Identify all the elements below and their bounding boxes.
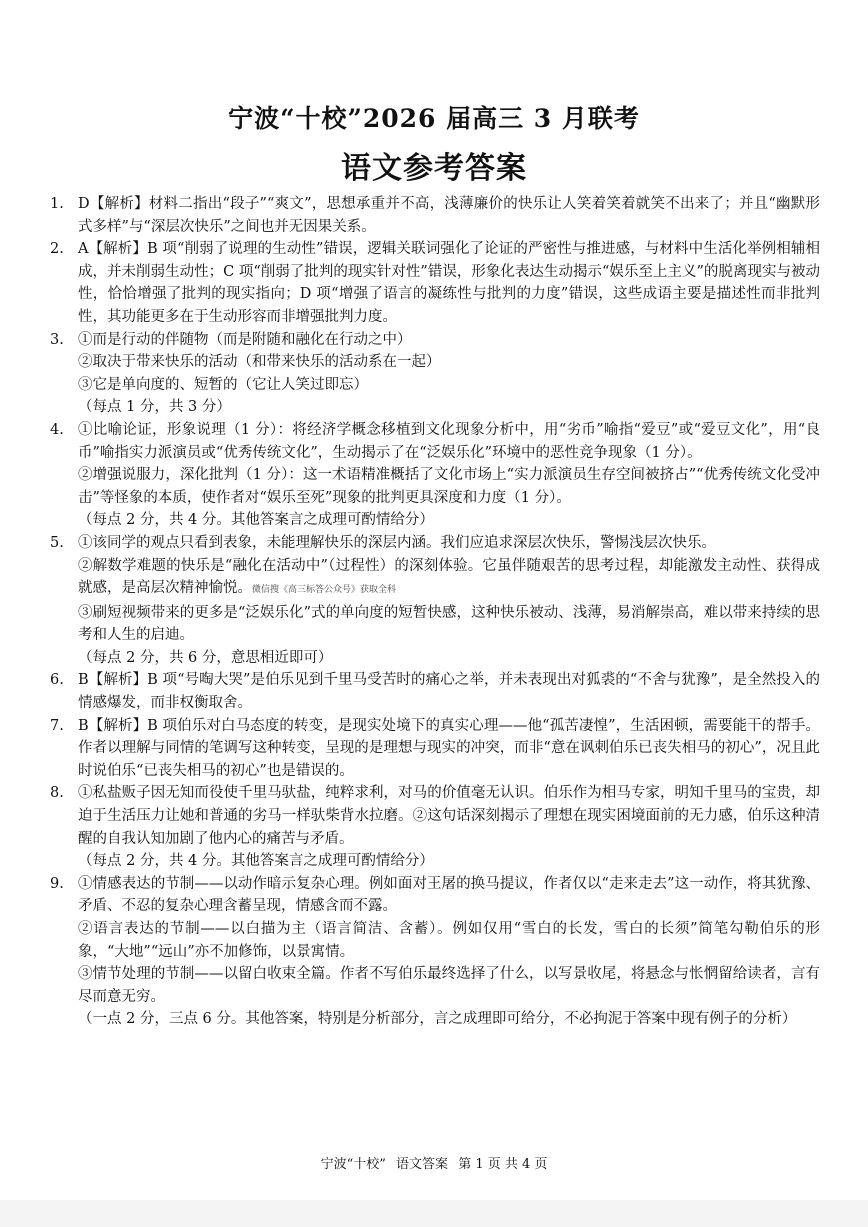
answer-text: A【解析】B 项“削弱了说理的生动性”错误，逻辑关联词强化了论证的严密性与推进感，与材料中生活化举例相辅相成，并未削弱生动性；C 项“削弱了批判的现实针对性”错误，形象化表达生动揭示“娱乐至上主义”的脱离现实与被动性，恰恰增强了批判的现实指向；D 项“增强了语言的凝练性与批判的力度”错误，这些成语主要是描述性而非批判性，其功能更多在于生动形容而非增强批判力度。 [78,241,820,325]
page-bottom-margin [0,1200,868,1227]
page-subtitle: 语文参考答案 [341,151,527,186]
answer-paragraph [78,963,820,1008]
answer-number: 1. [50,196,64,212]
answer-text: B【解析】B 项伯乐对白马态度的转变，是现实处境下的真实心理——他“孤苦凄惶”，生活困顿，需要能干的帮手。作者以理解与同情的笔调写这种转变，呈现的是理想与现实的冲突，而非“意在讽刺伯乐已丧失相马的初心”，况且此时说伯乐“已丧失相马的初心”也是错误的。 [78,717,820,779]
answer-text: （每点 2 分，共 4 分。其他答案言之成理可酌情给分） [78,853,434,870]
answer-paragraph [78,850,820,873]
answer-paragraph [78,396,820,419]
footer-school: 宁波“十校” [320,1157,386,1172]
answer-paragraph [78,669,820,714]
answer-item [50,193,820,238]
answer-text: ①私盐贩子因无知而役使千里马驮盐，纯粹求利，对马的价值毫无认识。伯乐作为相马专家，明知千里马的宝贵，却迫于生活压力让她和普通的劣马一样驮柴背水拉磨。②这句话深刻揭示了理想在现实困境面前的无力感，伯乐这种清醒的自我认知加剧了他内心的痛苦与矛盾。 [78,785,820,847]
answer-paragraph [78,464,820,509]
answer-paragraph [78,351,820,374]
answer-paragraph [78,509,820,532]
answer-number: 5. [50,534,64,551]
answer-number: 4. [50,421,64,438]
answer-text: ③它是单向度的、短暂的（它让人笑过即忘） [78,376,368,393]
answer-text: ①情感表达的节制——以动作暗示复杂心理。例如面对王屠的换马提议，作者仅以“走来走去”这一动作，将其犹豫、矛盾、不忍的复杂心理含蓄呈现，情感含而不露。 [78,875,820,915]
answer-paragraph [78,555,820,602]
answer-text: ③刷短视频带来的更多是“泛娱乐化”式的单向度的短暂快感，这种快乐被动、浅薄，易消解崇高，难以带来持续的思考和人生的启迪。 [78,604,820,644]
answer-paragraph [78,715,820,783]
answer-number: 8. [50,785,64,802]
answer-paragraph [78,238,820,328]
answer-body [78,193,820,238]
page-footer [0,1156,868,1174]
answer-text: B【解析】B 项“号啕大哭”是伯乐见到千里马受苦时的痛心之举，并未表现出对狐裘的“不舍与犹豫”，是全然投入的情感爆发，而非权衡取舍。 [78,672,820,712]
answer-text: D【解析】材料二指出“段子”“爽文”，思想承重并不高，浅薄廉价的快乐让人笑着笑着就笑不出来了；并且“幽默形式多样”与“深层次快乐”之间也并无因果关系。 [78,196,820,235]
answer-paragraph [78,647,820,670]
answer-item [50,329,820,419]
answer-text: （每点 1 分，共 3 分） [78,399,231,416]
answer-text: ②解数学难题的快乐是“融化在活动中”（过程性）的深刻体验。它虽伴随艰苦的思考过程，却能激发主动性、获得成就感，是高层次精神愉悦。 [78,557,820,597]
answer-paragraph [78,918,820,963]
answer-text: ②语言表达的节制——以白描为主（语言简洁、含蓄）。例如仅用“雪白的长发，雪白的长须”简笔勾勒伯乐的形象，“大地”“远山”亦不加修饰，以景寓情。 [78,921,820,960]
answer-item [50,419,820,532]
answer-text: ①比喻论证，形象说理（1 分）：将经济学概念移植到文化现象分析中，用“劣币”喻指“爱豆”或“爱豆文化”，用“良币”喻指实力派演员或“优秀传统文化”，生动揭示了在“泛娱乐化”环境中的恶性竞争现象（1 分）。 [78,421,820,461]
answer-text: （一点 2 分，三点 6 分。其他答案，特别是分析部分，言之成理即可给分，不必拘泥于答案中现有例子的分析） [78,1011,797,1028]
answer-text: ②增强说服力，深化批判（1 分）：这一术语精准概括了文化市场上“实力派演员生存空间被挤占”“优秀传统文化受冲击”等怪象的本质，使作者对“娱乐至死”现象的批判更具深度和力度（1 分）。 [78,467,820,506]
answer-body [78,782,820,872]
answer-paragraph [78,602,820,647]
watermark-note: 微信搜《高三标答公众号》获取全科 [252,585,397,596]
answer-item [50,873,820,1031]
answer-paragraph [78,193,820,238]
answer-item [50,715,820,783]
page-title: 宁波“十校”2026 届高三 3 月联考 [228,104,640,133]
answer-paragraph [78,329,820,352]
answer-paragraph [78,419,820,464]
answer-paragraph [78,374,820,397]
answer-text: ②取决于带来快乐的活动（和带来快乐的活动系在一起） [78,354,441,371]
footer-page-number: 第 1 页 共 4 页 [458,1157,548,1172]
answer-item [50,669,820,714]
answer-body [78,238,820,328]
answer-number: 7. [50,717,64,734]
answer-number: 3. [50,331,64,348]
answer-body [78,532,820,670]
answer-text: （每点 2 分，共 6 分，意思相近即可） [78,649,333,666]
answer-item [50,782,820,872]
answer-text: ①该同学的观点只看到表象，未能理解快乐的深层内涵。我们应追求深层次快乐，警惕浅层次快乐。 [78,534,716,551]
answer-number: 6. [50,672,64,689]
answer-item [50,238,820,328]
answer-paragraph [78,782,820,850]
answer-body [78,873,820,1031]
answer-body [78,419,820,532]
answer-item [50,532,820,670]
answer-body [78,715,820,783]
answer-text: ③情节处理的节制——以留白收束全篇。作者不写伯乐最终选择了什么，以写景收尾，将悬念与怅惘留给读者，言有尽而意无穷。 [78,966,820,1005]
answer-paragraph [78,532,820,555]
answer-paragraph [78,1008,820,1031]
answer-paragraph [78,873,820,918]
answer-body [78,669,820,714]
answer-number: 9. [50,875,64,892]
answer-text: ①而是行动的伴随物（而是附随和融化在行动之中） [78,331,412,348]
answer-body [78,329,820,419]
footer-subject: 语文答案 [396,1157,449,1172]
answer-list [50,193,820,1031]
answer-number: 2. [50,241,64,258]
answer-text: （每点 2 分，共 4 分。其他答案言之成理可酌情给分） [78,512,434,529]
